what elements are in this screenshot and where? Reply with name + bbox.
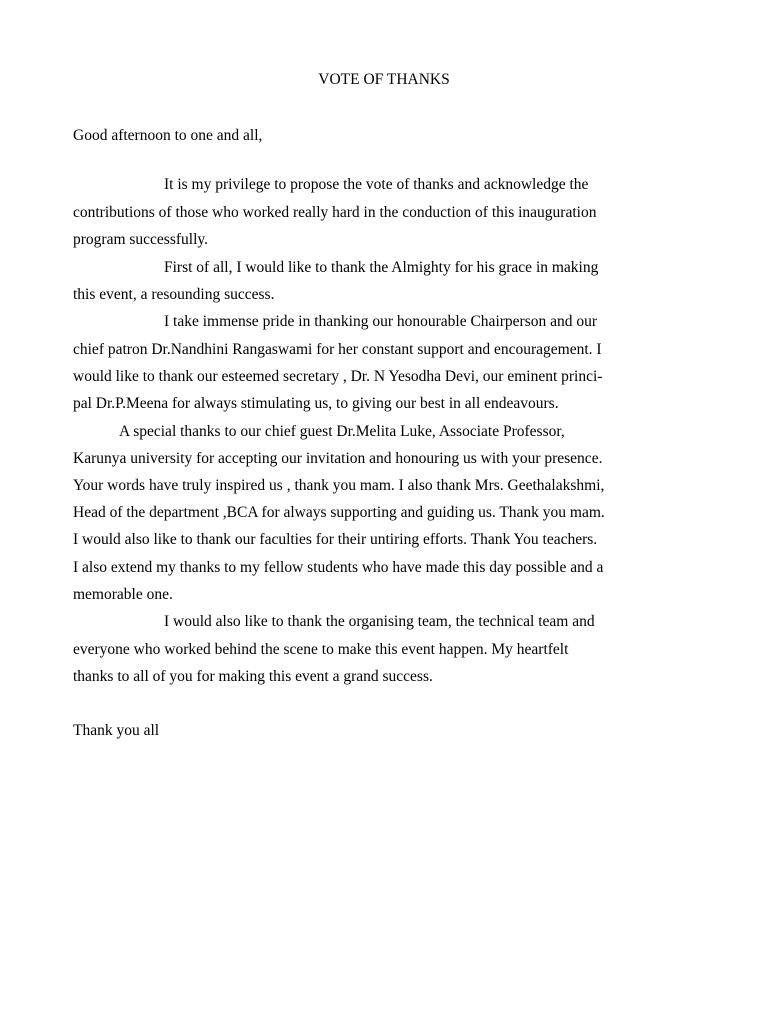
paragraph-3-line-1: I take immense pride in thanking our honourable Chairperson and our bbox=[164, 313, 598, 330]
paragraph-2-line-2: this event, a resounding success. bbox=[73, 286, 275, 303]
paragraph-4-line-3: Your words have truly inspired us , thank you mam. I also thank Mrs. Geethalakshmi, bbox=[73, 477, 605, 494]
paragraph-4-line-2: Karunya university for accepting our invitation and honouring us with your presence. bbox=[73, 450, 603, 467]
paragraph-5-line-1: I would also like to thank the organising team, the technical team and bbox=[164, 613, 595, 630]
paragraph-3-line-2: chief patron Dr.Nandhini Rangaswami for her constant support and encouragement. I bbox=[73, 341, 602, 358]
paragraph-3-line-4: pal Dr.P.Meena for always stimulating us, to giving our best in all endeavours. bbox=[73, 395, 559, 412]
document-title: VOTE OF THANKS bbox=[318, 71, 450, 88]
paragraph-4-line-1: A special thanks to our chief guest Dr.Melita Luke, Associate Professor, bbox=[119, 423, 565, 440]
paragraph-1-line-3: program successfully. bbox=[73, 231, 209, 248]
paragraph-5-line-3: thanks to all of you for making this event a grand success. bbox=[73, 668, 433, 685]
paragraph-1-line-1: It is my privilege to propose the vote of thanks and acknowledge the bbox=[164, 176, 589, 193]
paragraph-4-line-6: I also extend my thanks to my fellow students who have made this day possible and a bbox=[73, 559, 604, 576]
paragraph-2-line-1: First of all, I would like to thank the Almighty for his grace in making bbox=[164, 259, 599, 276]
paragraph-4-line-5: I would also like to thank our faculties for their untiring efforts. Thank You teachers. bbox=[73, 531, 598, 548]
paragraph-1-line-2: contributions of those who worked really hard in the conduction of this inauguration bbox=[73, 204, 597, 221]
paragraph-3-line-3: would like to thank our esteemed secretary , Dr. N Yesodha Devi, our eminent princi- bbox=[73, 368, 603, 385]
closing: Thank you all bbox=[73, 722, 160, 739]
paragraph-5-line-2: everyone who worked behind the scene to make this event happen. My heartfelt bbox=[73, 641, 569, 658]
paragraph-4-line-4: Head of the department ,BCA for always supporting and guiding us. Thank you mam. bbox=[73, 504, 605, 521]
paragraph-4-line-7: memorable one. bbox=[73, 586, 173, 603]
greeting: Good afternoon to one and all, bbox=[73, 127, 263, 144]
